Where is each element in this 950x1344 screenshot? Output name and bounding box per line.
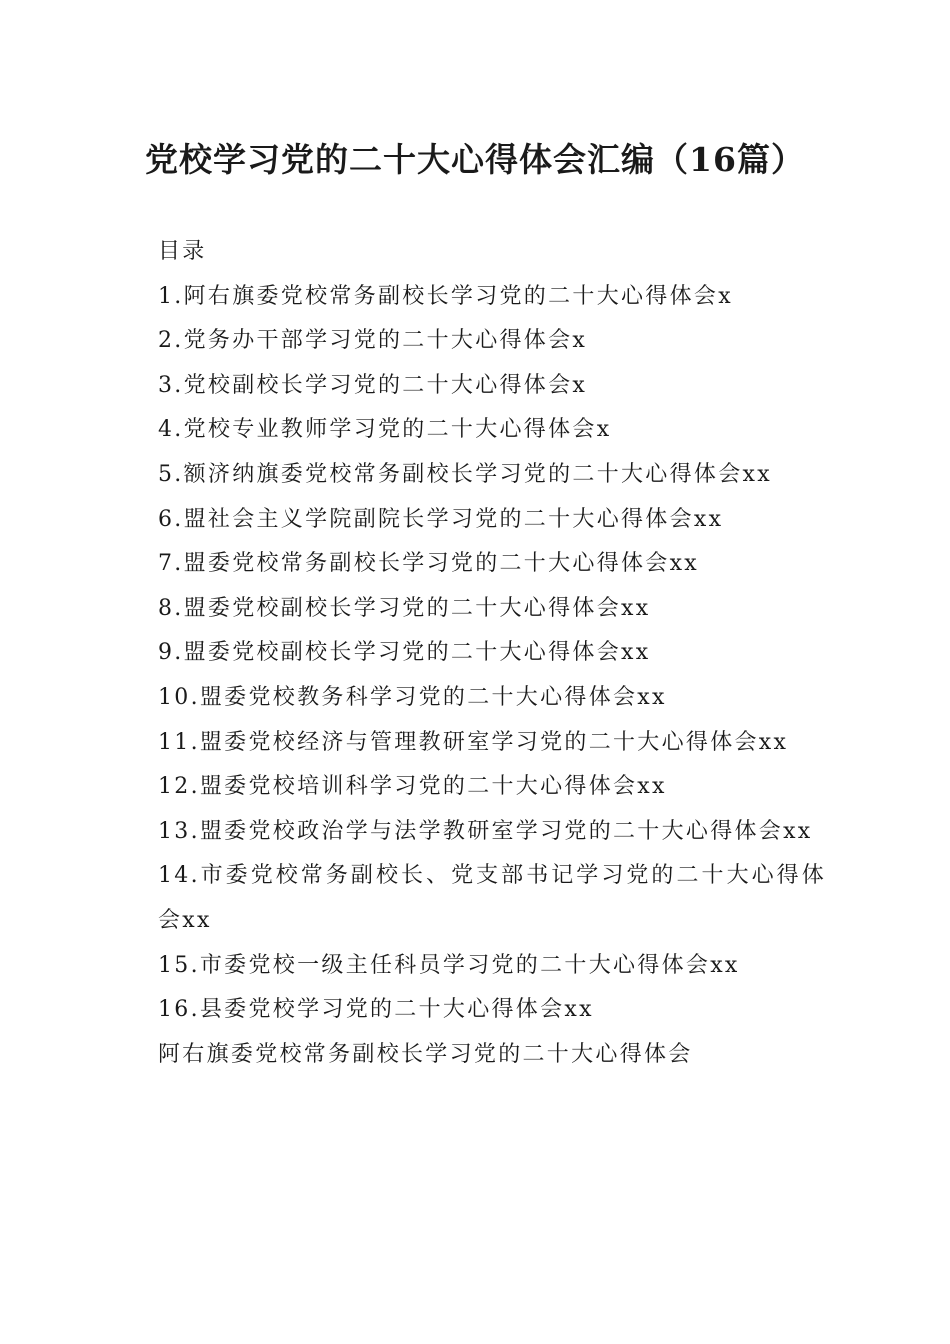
toc-item: 12.盟委党校培训科学习党的二十大心得体会xx (158, 774, 667, 800)
toc-item: 5.额济纳旗委党校常务副校长学习党的二十大心得体会xx (158, 461, 772, 487)
toc-item: 11.盟委党校经济与管理教研室学习党的二十大心得体会xx (158, 729, 789, 755)
toc-item: 10.盟委党校教务科学习党的二十大心得体会xx (158, 684, 667, 710)
toc-item: 6.盟社会主义学院副院长学习党的二十大心得体会xx (158, 506, 724, 532)
toc-item: 7.盟委党校常务副校长学习党的二十大心得体会xx (158, 551, 700, 577)
toc-item: 2.党务办干部学习党的二十大心得体会x (158, 328, 588, 354)
first-article-title: 阿右旗委党校常务副校长学习党的二十大心得体会 (158, 1041, 693, 1067)
toc-item: 15.市委党校一级主任科员学习党的二十大心得体会xx (158, 952, 740, 978)
toc-item: 8.盟委党校副校长学习党的二十大心得体会xx (158, 595, 651, 621)
toc-item: 14.市委党校常务副校长、党支部书记学习党的二十大心得体会xx (158, 863, 826, 933)
toc-item: 13.盟委党校政治学与法学教研室学习党的二十大心得体会xx (158, 818, 813, 844)
toc-item: 4.党校专业教师学习党的二十大心得体会x (158, 417, 612, 443)
toc-item: 16.县委党校学习党的二十大心得体会xx (158, 997, 594, 1023)
table-of-contents (118, 230, 826, 1077)
toc-heading: 目录 (158, 239, 207, 264)
toc-item: 1.阿右旗委党校常务副校长学习党的二十大心得体会x (158, 283, 733, 309)
document-title: 党校学习党的二十大心得体会汇编（16篇） (145, 140, 805, 179)
toc-item: 3.党校副校长学习党的二十大心得体会x (158, 372, 588, 398)
toc-item: 9.盟委党校副校长学习党的二十大心得体会xx (158, 640, 651, 666)
